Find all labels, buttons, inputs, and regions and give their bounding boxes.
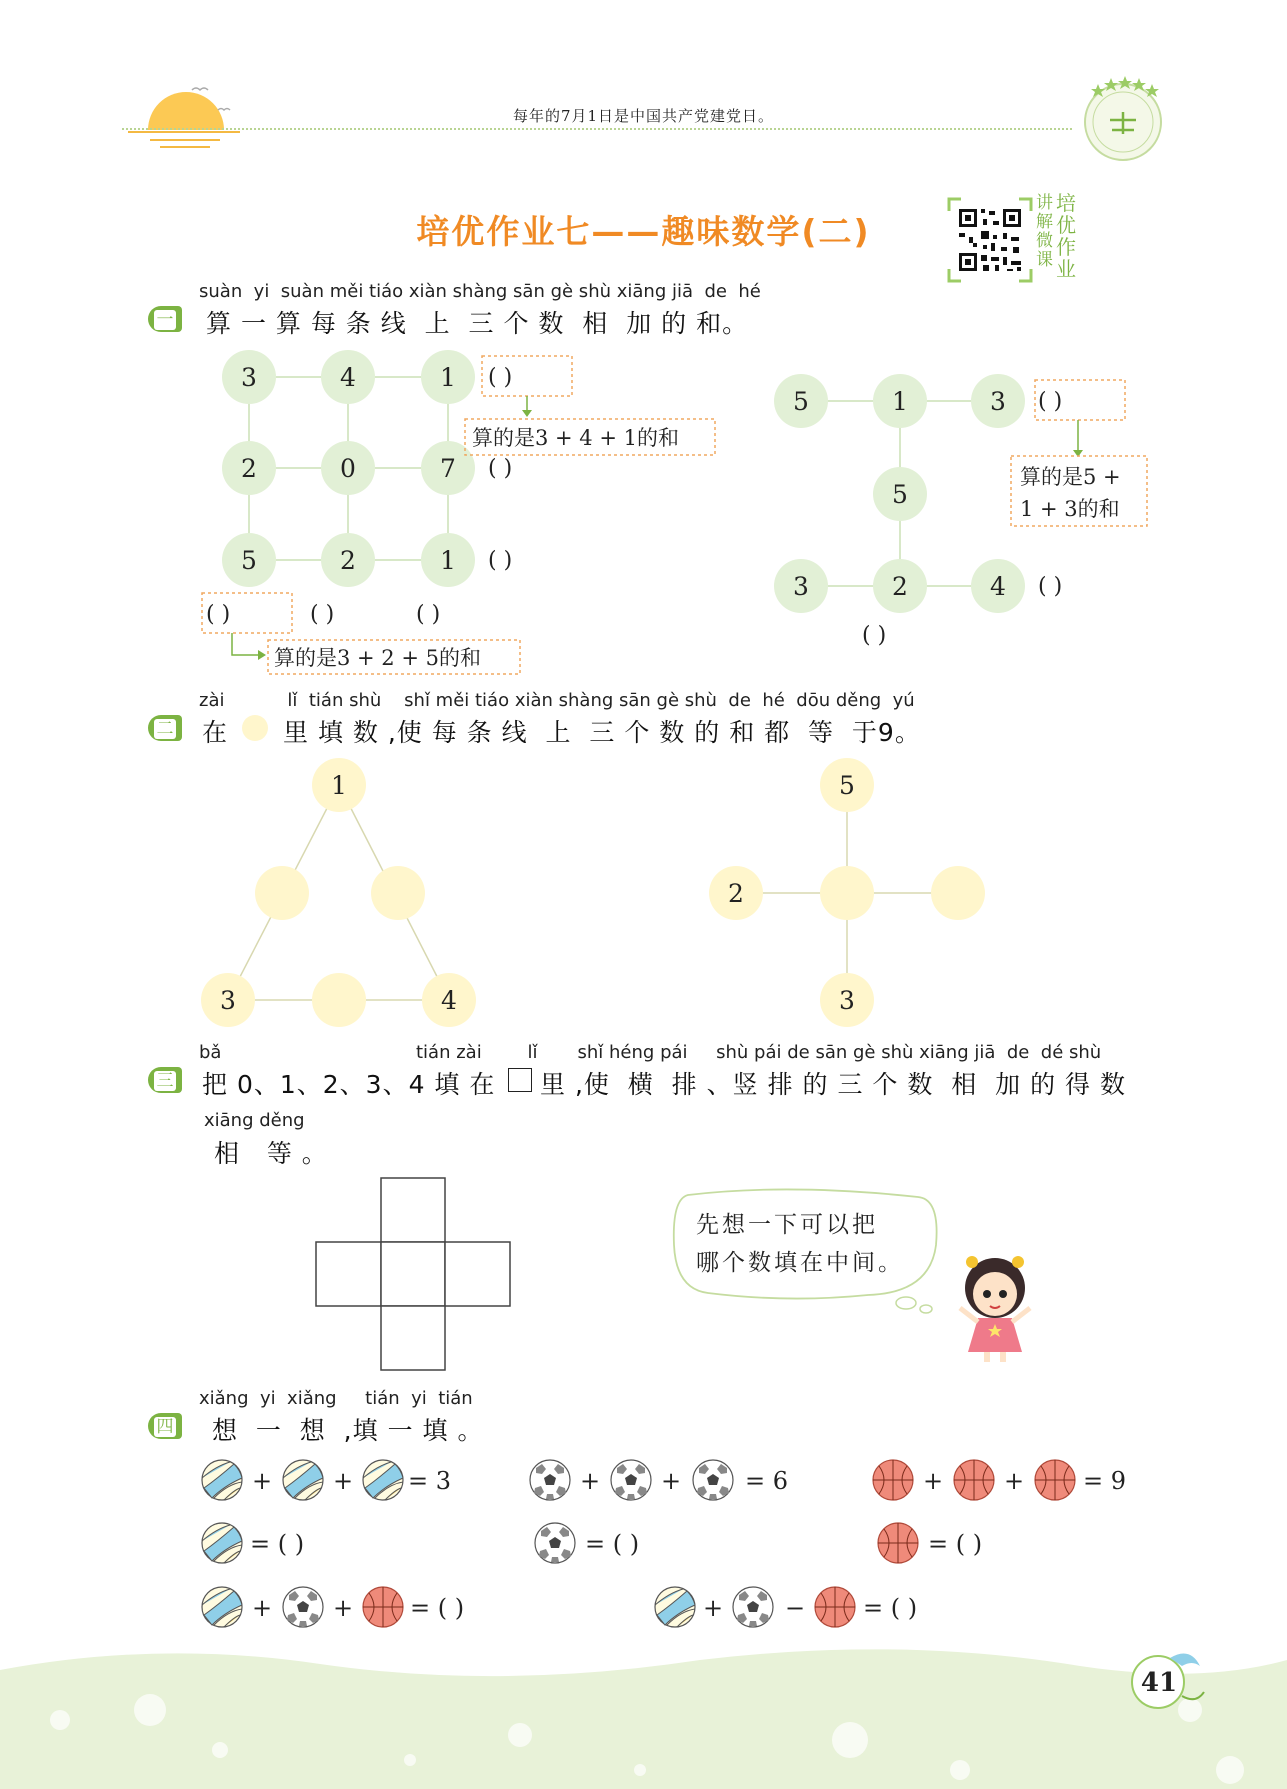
square-left bbox=[316, 1242, 381, 1306]
section2-question-a: 在 bbox=[202, 718, 229, 747]
cross-blank-bottom[interactable]: ( ) bbox=[1038, 574, 1063, 599]
cross2-bottom: 3 bbox=[839, 986, 855, 1015]
cross-top-3: 3 bbox=[990, 387, 1006, 416]
volleyball-icon bbox=[363, 1460, 403, 1500]
circle-inline-icon bbox=[242, 715, 268, 741]
plus-sign: + bbox=[333, 1467, 354, 1495]
cross2-blank-center bbox=[820, 866, 874, 920]
page-number: 41 bbox=[1140, 1668, 1178, 1698]
bubble-line-2: 哪个数填在中间。 bbox=[696, 1250, 904, 1276]
soccerball-icon bbox=[733, 1587, 773, 1627]
cross-bottom-3: 4 bbox=[990, 572, 1006, 601]
triangle-blank-left bbox=[255, 866, 309, 920]
section1-grid-diagram bbox=[200, 340, 760, 680]
volleyball-icon bbox=[655, 1587, 695, 1627]
page-title: 培优作业七——趣味数学(二) bbox=[416, 212, 871, 251]
note-cross-line2: 1 + 3的和 bbox=[1020, 497, 1120, 521]
volleyball-icon bbox=[202, 1460, 242, 1500]
girl-illustration bbox=[950, 1248, 1040, 1368]
note-cross-line1: 算的是5 + bbox=[1020, 465, 1121, 489]
cross-blank-vertical[interactable]: ( ) bbox=[862, 623, 887, 648]
equation-result-1: = 3 bbox=[408, 1467, 452, 1495]
plus-sign: + bbox=[661, 1467, 682, 1495]
bubble-line-1: 先想一下可以把 bbox=[696, 1212, 878, 1238]
soccerball-icon bbox=[535, 1523, 575, 1563]
cross-mid: 5 bbox=[892, 480, 908, 509]
grid-r3c2: 2 bbox=[340, 546, 356, 575]
cross-squares-grid bbox=[314, 1176, 514, 1376]
cross-top-1: 5 bbox=[793, 387, 809, 416]
basketball-icon bbox=[954, 1460, 994, 1500]
cross-bottom-1: 3 bbox=[793, 572, 809, 601]
cross2-blank-right bbox=[931, 866, 985, 920]
section3-question-b: 里 ,使 横 排 、竖 排 的 三 个 数 相 加 的 得 数 bbox=[540, 1070, 1126, 1099]
triangle-left: 3 bbox=[220, 986, 236, 1015]
square-inline-icon bbox=[508, 1068, 532, 1092]
square-top bbox=[381, 1178, 445, 1242]
volleyball-icon bbox=[202, 1523, 242, 1563]
section4-badge: 四 bbox=[148, 1413, 182, 1439]
grid-r1c1: 3 bbox=[241, 363, 257, 392]
qr-label-left: 讲解微课 bbox=[1036, 193, 1053, 270]
soccerball-icon bbox=[283, 1587, 323, 1627]
section2-question-b: 里 填 数 ,使 每 条 线 上 三 个 数 的 和 都 等 于9。 bbox=[283, 718, 921, 747]
soccerball-icon bbox=[611, 1460, 651, 1500]
bubble-text bbox=[696, 1206, 936, 1282]
section2-triangle-diagram bbox=[190, 755, 490, 1035]
blank-row1[interactable]: ( ) bbox=[488, 365, 513, 390]
blank-col3[interactable]: ( ) bbox=[416, 602, 441, 627]
grid-r3c1: 5 bbox=[241, 546, 257, 575]
grid-r3c3: 1 bbox=[440, 546, 456, 575]
basketball-icon bbox=[363, 1587, 403, 1627]
section1-badge: 一 bbox=[148, 306, 182, 332]
header-rule bbox=[122, 128, 1072, 130]
grid-r1c2: 4 bbox=[340, 363, 356, 392]
section2-badge: 二 bbox=[148, 715, 182, 741]
triangle-blank-right bbox=[371, 866, 425, 920]
cross-bottom-2: 2 bbox=[892, 572, 908, 601]
section4-pinyin: xiǎng yi xiǎng tián yi tián bbox=[199, 1388, 473, 1409]
soccerball-icon bbox=[530, 1460, 570, 1500]
section1-cross-diagram bbox=[770, 370, 1160, 660]
plus-sign: + bbox=[703, 1594, 724, 1622]
volleyball-icon bbox=[202, 1587, 242, 1627]
volleyball-answer-blank[interactable]: = ( ) bbox=[250, 1530, 305, 1558]
cross-top-2: 1 bbox=[892, 387, 908, 416]
plus-sign: + bbox=[580, 1467, 601, 1495]
minus-sign: − bbox=[785, 1594, 806, 1622]
basketball-icon bbox=[873, 1460, 913, 1500]
grid-r2c1: 2 bbox=[241, 454, 257, 483]
cross2-left: 2 bbox=[728, 879, 744, 908]
soccerball-icon bbox=[693, 1460, 733, 1500]
blank-row2[interactable]: ( ) bbox=[488, 456, 513, 481]
plus-sign: + bbox=[333, 1594, 354, 1622]
section3-pinyin: bǎ tián zài lǐ shǐ héng pái shù pái de sān gè shù xiāng jiā de dé shù bbox=[199, 1042, 1102, 1063]
equation-row-3 bbox=[195, 1582, 1195, 1632]
mixed-diff-blank[interactable]: = ( ) bbox=[863, 1594, 918, 1622]
triangle-blank-bottom bbox=[312, 973, 366, 1027]
plus-sign: + bbox=[252, 1467, 273, 1495]
publisher-seal-icon bbox=[1078, 72, 1168, 164]
section3-question2: 相 等 。 bbox=[214, 1139, 328, 1168]
equation-result-3: = 9 bbox=[1083, 1467, 1127, 1495]
equation-row-2 bbox=[195, 1518, 1195, 1568]
triangle-top: 1 bbox=[331, 771, 347, 800]
note-row-sum: 算的是3 + 4 + 1的和 bbox=[472, 426, 679, 450]
plus-sign: + bbox=[1004, 1467, 1025, 1495]
section4-question: 想 一 想 ,填 一 填 。 bbox=[212, 1416, 484, 1445]
qr-label-right: 培优作业 bbox=[1056, 191, 1076, 281]
equation-result-2: = 6 bbox=[745, 1467, 789, 1495]
grid-r2c2: 0 bbox=[340, 454, 356, 483]
cross2-top: 5 bbox=[839, 771, 855, 800]
volleyball-icon bbox=[283, 1460, 323, 1500]
basketball-icon bbox=[878, 1523, 918, 1563]
blank-col2[interactable]: ( ) bbox=[310, 602, 335, 627]
blank-col1[interactable]: ( ) bbox=[206, 602, 231, 627]
section2-cross-diagram bbox=[700, 755, 1000, 1035]
grid-r2c3: 7 bbox=[440, 454, 456, 483]
triangle-right: 4 bbox=[441, 986, 457, 1015]
section3-pinyin2: xiāng děng bbox=[204, 1110, 305, 1131]
qr-code-icon[interactable] bbox=[947, 197, 1033, 283]
mixed-sum-blank[interactable]: = ( ) bbox=[410, 1594, 465, 1622]
section3-question-a: 把 0、1、2、3、4 填 在 bbox=[202, 1070, 496, 1099]
section1-question: 算 一 算 每 条 线 上 三 个 数 相 加 的 和。 bbox=[206, 309, 749, 338]
soccerball-answer-blank[interactable]: = ( ) bbox=[585, 1530, 640, 1558]
blank-row3[interactable]: ( ) bbox=[488, 548, 513, 573]
section3-badge: 三 bbox=[148, 1067, 182, 1093]
cross-blank-top[interactable]: ( ) bbox=[1038, 389, 1063, 414]
note-col-sum: 算的是3 + 2 + 5的和 bbox=[274, 646, 481, 670]
basketball-icon bbox=[815, 1587, 855, 1627]
plus-sign: + bbox=[252, 1594, 273, 1622]
footer-decoration bbox=[0, 1640, 1287, 1789]
square-bottom bbox=[381, 1306, 445, 1370]
header-text: 每年的7月1日是中国共产党建党日。 bbox=[512, 107, 775, 125]
grid-r1c3: 1 bbox=[440, 363, 456, 392]
equation-row-1 bbox=[195, 1455, 1195, 1505]
square-right bbox=[445, 1242, 510, 1306]
plus-sign: + bbox=[923, 1467, 944, 1495]
section2-pinyin: zài lǐ tián shù shǐ měi tiáo xiàn shàng sān gè shù de hé dōu děng yú bbox=[199, 690, 915, 711]
square-center bbox=[381, 1242, 445, 1306]
basketball-icon bbox=[1035, 1460, 1075, 1500]
basketball-answer-blank[interactable]: = ( ) bbox=[928, 1530, 983, 1558]
section1-pinyin: suàn yi suàn měi tiáo xiàn shàng sān gè shù xiāng jiā de hé bbox=[199, 281, 761, 302]
